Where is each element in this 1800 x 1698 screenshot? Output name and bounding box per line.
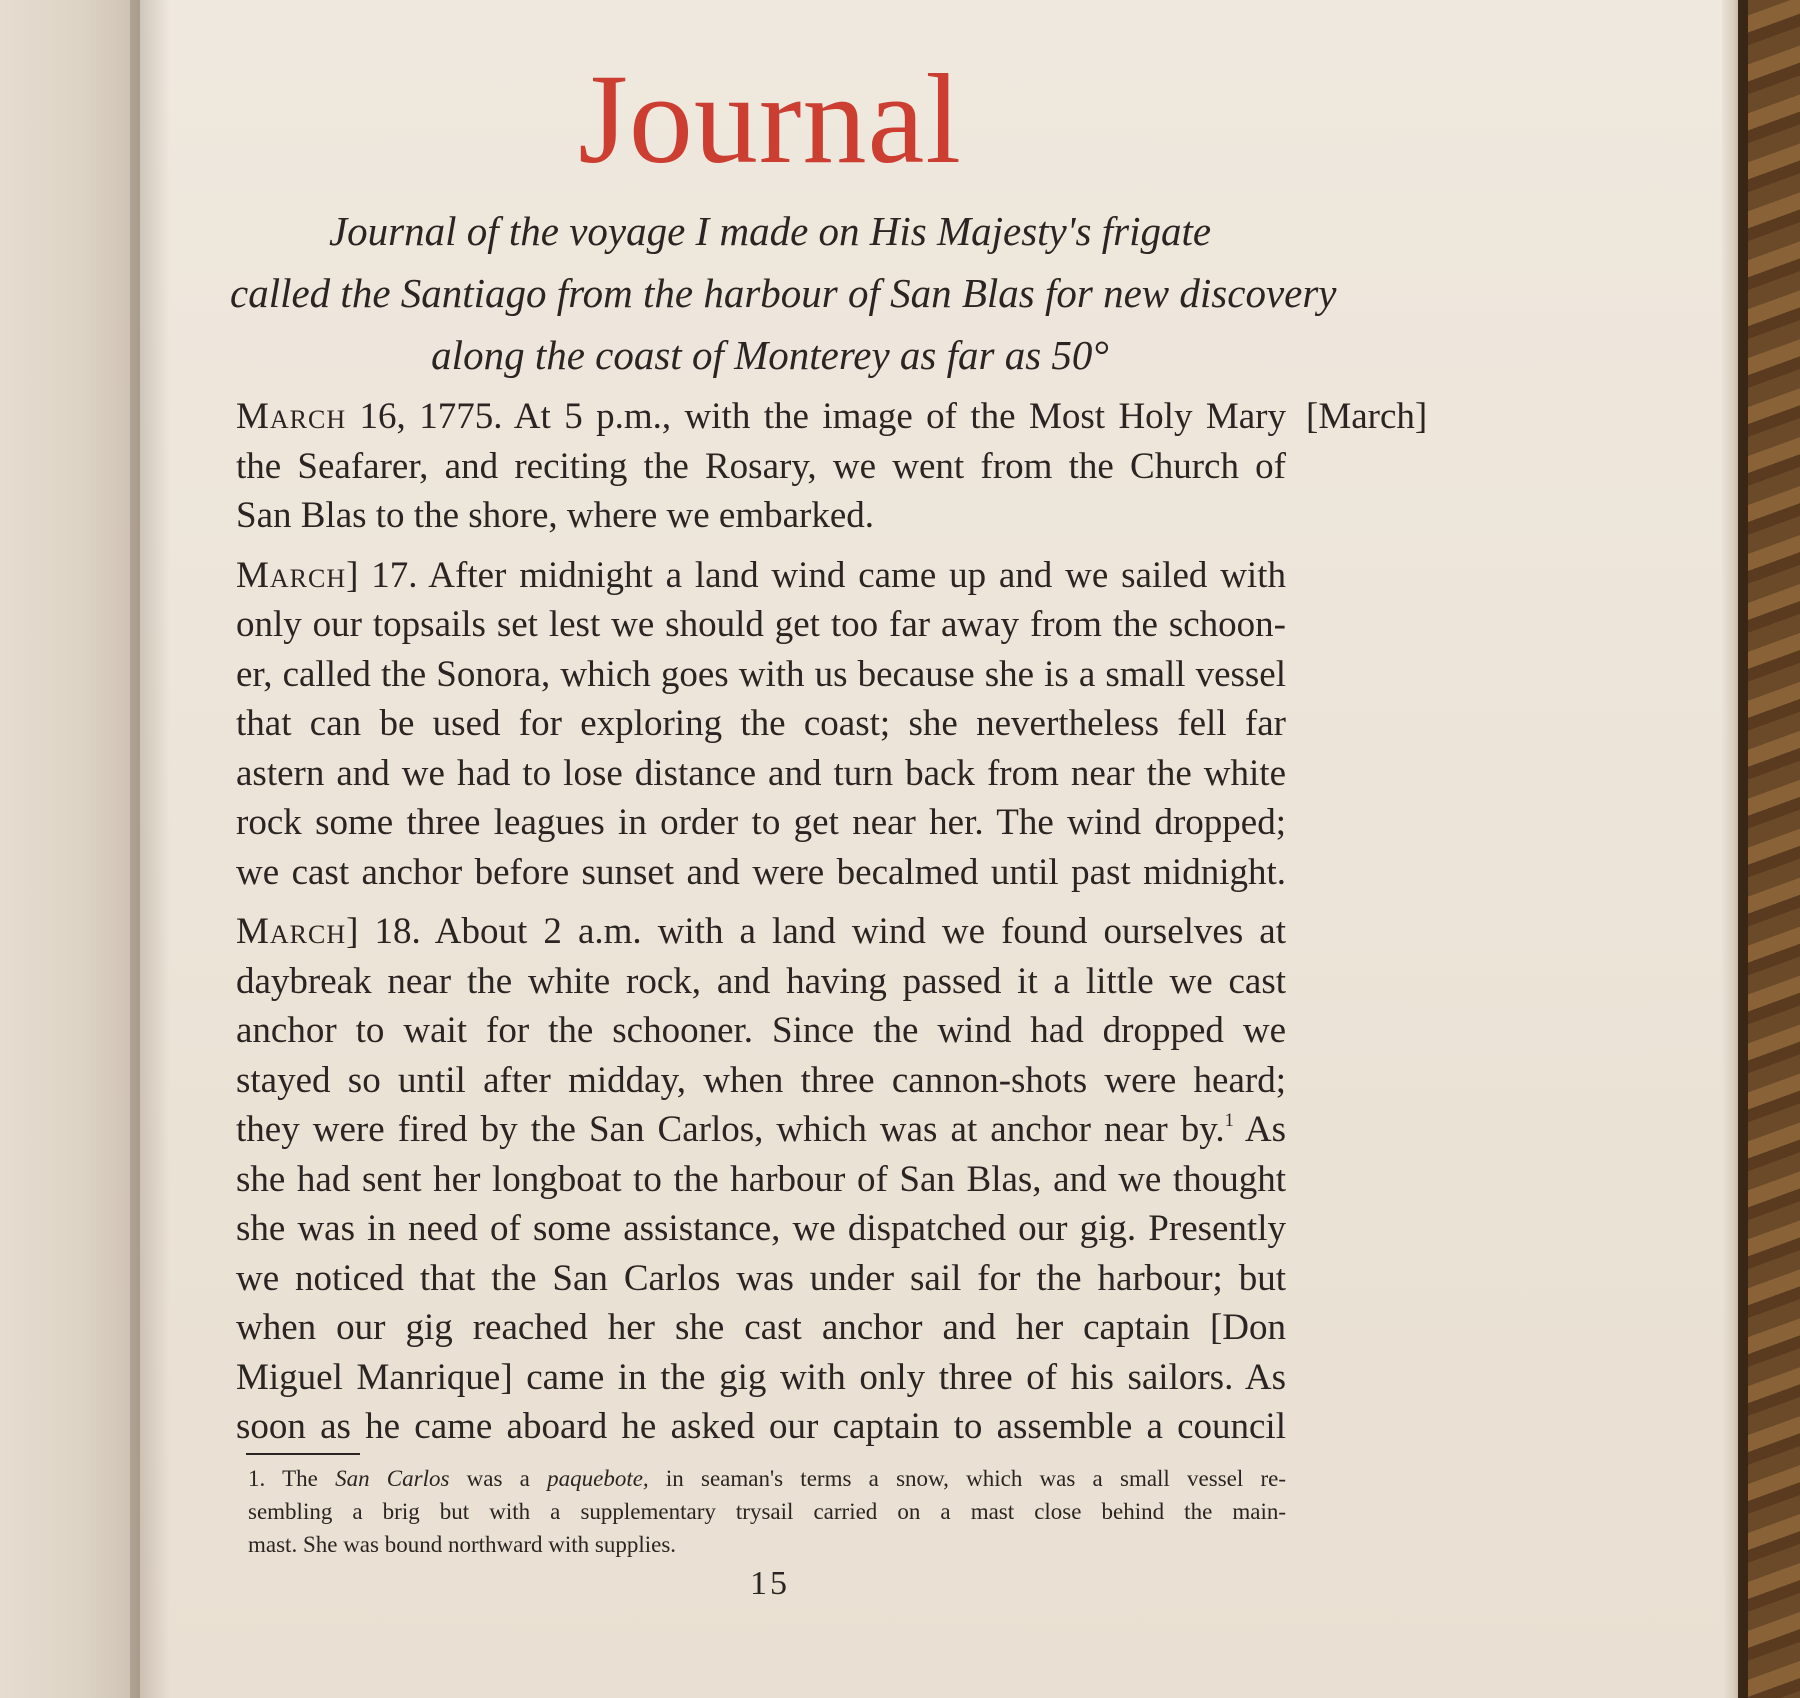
text-line: March] 17. After midnight a land wind came up and we sailed with	[236, 554, 1286, 596]
text-line: March] 18. About 2 a.m. with a land wind we found ourselves at	[236, 911, 1286, 952]
page-subtitle	[230, 200, 1337, 386]
subtitle-line: called the Santiago from the harbour of San Blas for new discovery	[230, 270, 1337, 316]
nautical-term: paquebote,	[547, 1466, 649, 1491]
entry-date: March	[236, 911, 347, 952]
page-title: Journal	[578, 48, 962, 190]
text-line: San Blas to the shore, where we embarked.	[236, 495, 875, 536]
page-fore-edge	[1722, 0, 1738, 1698]
text-line: we noticed that the San Carlos was under sail for the harbour; but	[236, 1257, 1286, 1299]
text-line: she was in need of some assistance, we dispatched our gig. Presently	[236, 1208, 1286, 1249]
text-line: er, called the Sonora, which goes with us because she is a small vessel	[236, 653, 1286, 695]
text-line: only our topsails set lest we should get too far away from the schoon-	[236, 604, 1286, 645]
footnote-reference: 1	[1224, 1111, 1234, 1132]
journal-entry	[236, 551, 1286, 898]
text-line: they were fired by the San Carlos, which was at anchor near by.$^1$ As	[236, 1109, 1287, 1150]
footnote-number: 1.	[248, 1466, 266, 1491]
journal-entry	[236, 907, 1286, 1452]
facing-page-edge	[0, 0, 140, 1698]
text-line: we cast anchor before sunset and were becalmed until past midnight.	[236, 851, 1286, 893]
text-line: that can be used for exploring the coast; she nevertheless fell far	[236, 703, 1286, 744]
gutter-shadow	[130, 0, 170, 1698]
text-line: Miguel Manrique] came in the gig with only three of his sailors. As	[236, 1356, 1286, 1398]
journal-entry	[236, 392, 1286, 541]
text-line: daybreak near the white rock, and having passed it a little we cast	[236, 960, 1286, 1002]
subtitle-line: Journal of the voyage I made on His Majesty's frigate	[328, 208, 1212, 254]
footnote-line: 1. The San Carlos was a paquebote, in seaman's terms a snow, which was a small vessel re-	[248, 1466, 1287, 1491]
footnote-line: sembling a brig but with a supplementary trysail carried on a mast close behind the main-	[248, 1499, 1286, 1524]
text-line: the Seafarer, and reciting the Rosary, we went from the Church of	[236, 445, 1286, 487]
entry-date: March	[236, 554, 347, 596]
text-line: anchor to wait for the schooner. Since the wind had dropped we	[236, 1010, 1286, 1051]
text-line: rock some three leagues in order to get near her. The wind dropped;	[236, 802, 1286, 843]
journal-body	[236, 392, 1286, 1462]
footnote-line: mast. She was bound northward with supplies.	[248, 1532, 677, 1557]
text-line: stayed so until after midday, when three cannon-shots were heard;	[236, 1059, 1286, 1101]
footnote	[248, 1462, 1286, 1561]
margin-note: [March]	[1306, 396, 1428, 437]
text-line: soon as he came aboard he asked our captain to assemble a council	[236, 1406, 1286, 1447]
text-line: when our gig reached her she cast anchor and her captain [Don	[236, 1307, 1286, 1348]
entry-date: March	[236, 396, 347, 437]
ship-name: San Carlos	[335, 1466, 450, 1491]
page-number: 15	[750, 1565, 790, 1602]
footnote-rule	[246, 1453, 360, 1455]
cover-inner-edge	[1738, 0, 1748, 1698]
subtitle-line: along the coast of Monterey as far as 50°	[431, 332, 1109, 378]
text-line: March 16, 1775. At 5 p.m., with the image of the Most Holy Mary	[236, 396, 1286, 437]
text-line: she had sent her longboat to the harbour of San Blas, and we thought	[236, 1158, 1286, 1200]
text-line: astern and we had to lose distance and turn back from near the white	[236, 752, 1286, 794]
